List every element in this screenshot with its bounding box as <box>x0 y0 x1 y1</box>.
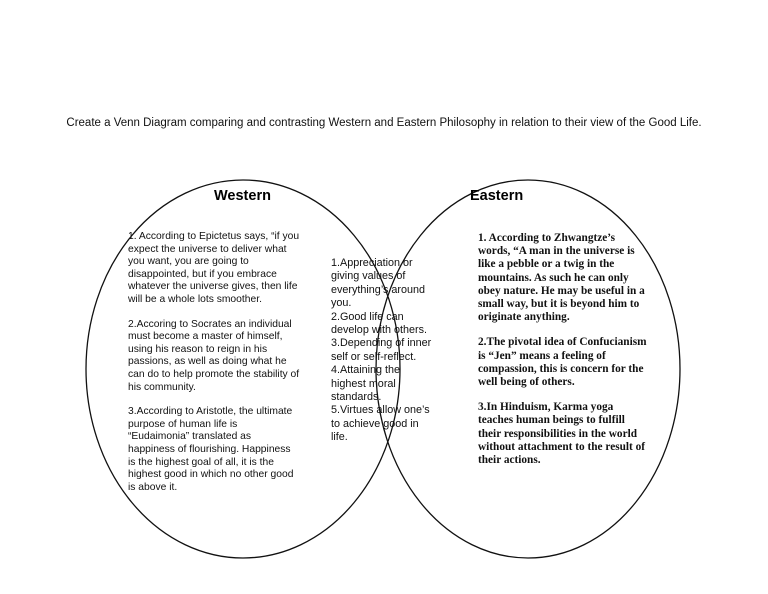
western-point-2: 2.Accoring to Socrates an individual must become a master of himself, using his reason to reign in his passions, as well as doing what he can do to help promote the stability of his community. <box>128 318 300 393</box>
shared-points <box>331 257 437 445</box>
shared-point-5: 5.Virtues allow one’s to achieve good in life. <box>331 404 430 444</box>
shared-point-1: 1.Appreciation or giving values of everything’s around you. <box>331 257 426 310</box>
western-point-3: 3.According to Aristotle, the ultimate purpose of human life is “Eudaimonia” translated as happiness of flourishing. Happiness is the highest goal of all, it is the highest good in which no other good is above it. <box>128 406 294 493</box>
shared-point-2: 2.Good life can develop with others. <box>331 310 428 337</box>
eastern-point-3: 3.In Hinduism, Karma yoga teaches human beings to fulfill their responsibilities in the world without attachment to the result of their actions. <box>478 401 646 467</box>
shared-point-3: 3.Depending of inner self or self-reflect. <box>331 337 432 363</box>
eastern-heading: Eastern <box>470 188 524 204</box>
eastern-points <box>478 232 650 467</box>
western-point-1: 1. According to Epictetus says, “if you expect the universe to deliver what you want, you are going to disappointed, but if you embrace whatever the universe gives, then life will be a whole lots smoother. <box>128 231 300 305</box>
western-points <box>128 231 300 494</box>
instruction-text: Create a Venn Diagram comparing and contrasting Western and Eastern Philosophy in relation to their view of the Good Life. <box>66 117 702 129</box>
eastern-point-2: 2.The pivotal idea of Confucianism is “Jen” means a feeling of compassion, this is concern for the well being of others. <box>478 336 647 389</box>
shared-point-4: 4.Attaining the highest moral standards. <box>331 364 401 404</box>
eastern-point-1: 1. According to Zhwangtze’s words, “A man in the universe is like a pebble or a twig in the mountains. As such he can only obey nature. He may be useful in a small way, but it is beyond him to originate anything. <box>478 232 645 324</box>
western-heading: Western <box>214 188 271 204</box>
